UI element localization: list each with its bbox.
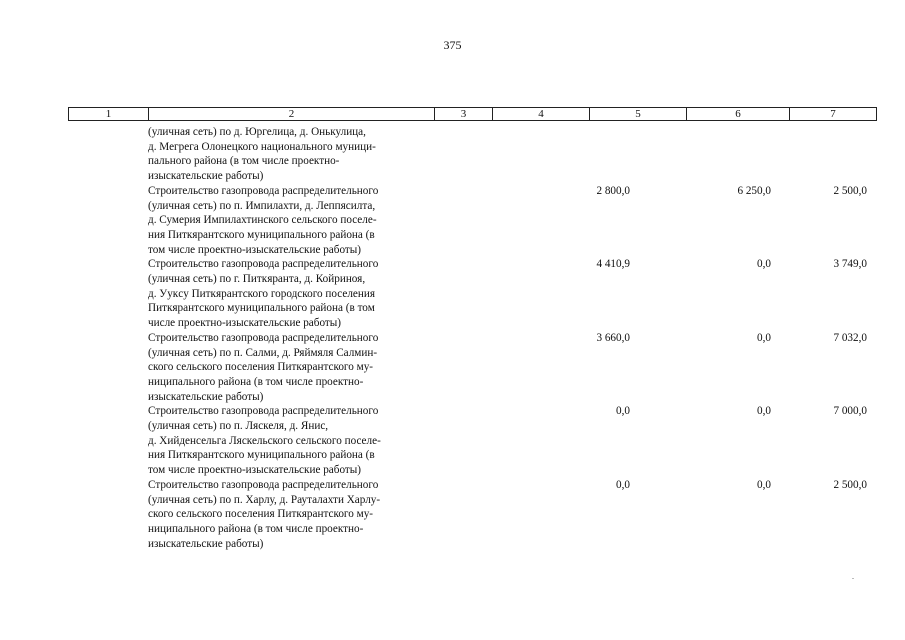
- header-col-7: 7: [830, 108, 836, 120]
- row-col5-value: 0,0: [616, 478, 630, 491]
- row-col5-value: 2 800,0: [596, 184, 630, 197]
- row-col5-value: 0,0: [616, 405, 630, 418]
- scan-speck: [852, 578, 854, 579]
- row-col5-value: 3 660,0: [596, 331, 630, 344]
- row-col7-value: 2 500,0: [833, 184, 867, 197]
- row-col7-value: 2 500,0: [833, 478, 867, 491]
- row-description: Строительство газопровода распределительного (уличная сеть) по п. Салми, д. Ряймяля Салмин- ского сельского поселения Питкярантского му- ниципального района (в том числе проектно- изыскательские работы): [148, 331, 379, 403]
- header-col-2: 2: [288, 108, 295, 120]
- row-col7-value: 7 000,0: [833, 405, 867, 418]
- table-row: [148, 125, 877, 184]
- row-col6-value: 0,0: [757, 405, 771, 418]
- row-description: Строительство газопровода распределительного (уличная сеть) по п. Импилахти, д. Леппясилта, д. Сумерия Импилахтинского сельского поселе- ния Питкярантского муниципального района (в том числе проектно-изыскательские работы): [148, 184, 379, 256]
- row-description: Строительство газопровода распределительного (уличная сеть) по п. Ляскеля, д. Янис, д. Хийденсельга Ляскельского сельского поселе- ния Питкярантского муниципального района (в том числе проектно-изыскательские работы): [148, 405, 381, 477]
- row-description: (уличная сеть) по д. Юргелица, д. Онькулица, д. Мегрега Олонецкого национального муници- пального района (в том числе проектно- изыскательские работы): [148, 126, 376, 183]
- header-col-4: 4: [538, 108, 544, 120]
- table-row: [148, 478, 877, 552]
- table-row: [148, 184, 877, 258]
- header-col-5: 5: [635, 108, 641, 120]
- page-number: 375: [443, 38, 462, 52]
- table-row: [148, 404, 877, 478]
- row-description: Строительство газопровода распределительного (уличная сеть) по п. Харлу, д. Рауталахти Харлу- ского сельского поселения Питкярантского му- ниципального района (в том числе проектно- изыскательские работы): [148, 478, 381, 550]
- header-col-3: 3: [460, 108, 467, 120]
- row-col5-value: 4 410,9: [596, 258, 630, 271]
- table-body: [148, 125, 877, 551]
- header-col-1: 1: [105, 108, 112, 120]
- table-header-row: [68, 107, 877, 121]
- row-col7-value: 7 032,0: [833, 331, 867, 344]
- row-col6-value: 6 250,0: [737, 184, 771, 197]
- table-row: [148, 257, 877, 331]
- row-description: Строительство газопровода распределительного (уличная сеть) по г. Питкяранта, д. Койриноя, д. Уукcу Питкярантского городского поселения Питкярантского муниципального района (в том числе проектно-изыскательские работы): [148, 258, 379, 330]
- row-col6-value: 0,0: [757, 258, 771, 271]
- header-col-6: 6: [735, 108, 741, 120]
- row-col6-value: 0,0: [757, 478, 771, 491]
- table-row: [148, 331, 877, 405]
- row-col7-value: 3 749,0: [833, 258, 867, 271]
- row-col6-value: 0,0: [757, 331, 771, 344]
